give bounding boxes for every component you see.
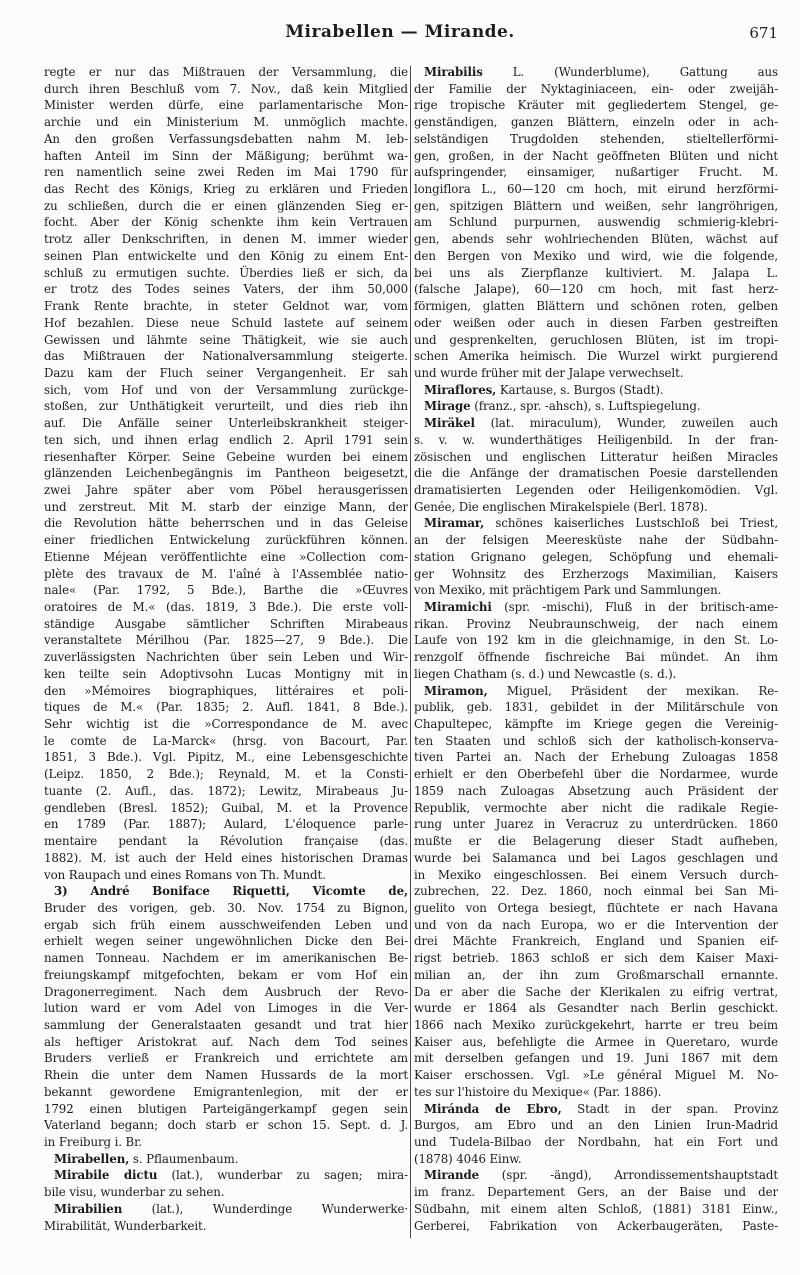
text-line: an der felsigen Meeresküste nahe der Südbahn- <box>414 533 778 548</box>
text-line <box>44 883 408 900</box>
text-line: den »Mémoires biographiques, littéraires et poli- <box>44 683 408 698</box>
text-line: Miramar, schönes kaiserliches Lustschloß bei Triest, <box>424 516 778 531</box>
entry-headword: Miramar, <box>424 516 485 531</box>
text-line: Miramichi (spr. -mischi), Fluß in der britisch-ame- <box>424 600 778 614</box>
text-line: lution ward er vom Adel von Limoges in die Ver- <box>44 1001 408 1016</box>
text-line: und von da nach Europa, wo er die Intervention der <box>414 917 778 932</box>
text-line: 1882). M. ist auch der Held eines historischen Dramas <box>44 850 408 865</box>
text-line: Mirabilien (lat.), Wunderdinge Wunderwerke· <box>54 1201 408 1216</box>
text-line: erhielt er den Oberbefehl über die Nordarmee, wurde <box>414 767 778 782</box>
text-line: wurde er 1864 als Gesandter nach Berlin geschickt. <box>414 1001 778 1016</box>
text-line: liegen Chatham (s. d.) und Newcastle (s. d.). <box>414 666 677 681</box>
text-line: en 1789 (Par. 1887); Aulard, L'éloquence parle- <box>44 817 408 832</box>
text-line: mit derselben gefangen und 19. Juni 1867 mit dem <box>414 1051 778 1066</box>
text-line: 1866 nach Mexiko zurückgekehrt, harrte er treu beim <box>414 1017 778 1032</box>
text-line: bile visu, wunderbar zu sehen. <box>44 1185 225 1200</box>
text-line: trotz aller Denkschriften, in denen M. immer wieder <box>44 232 408 247</box>
text-line: longiflora L., 60—120 cm hoch, mit eirund herzförmi- <box>414 182 778 197</box>
text-line: Da er aber die Sache der Klerikalen zu eifrig vertrat, <box>414 984 778 999</box>
text-line: Miránda de Ebro, Stadt in der span. Provinz <box>424 1101 778 1116</box>
entry-headword: Mirabilien <box>54 1201 123 1216</box>
text-line: 1792 einen blutigen Parteigängerkampf gegen sein <box>44 1101 408 1116</box>
text-line: renzgolf öffnende fischreiche Bai mündet. An ihm <box>414 650 778 665</box>
entry-headword: Mirabellen, <box>54 1151 130 1166</box>
entry-headword: Mirabile dictu <box>54 1168 158 1183</box>
column-divider-rule <box>410 66 411 1238</box>
text-line: zösischen und englischen Litteratur heißen Miracles <box>414 449 778 464</box>
text-line: aufspringender, einsamiger, nußartiger Frucht. M. <box>414 165 778 180</box>
text-line: und zerstreut. Mit M. starb der einzige Mann, der <box>44 499 408 514</box>
text-line: oratoires de M.« (das. 1819, 3 Bde.). Die erste voll- <box>44 600 408 614</box>
running-head <box>0 22 800 48</box>
text-line: Bruders verließ er Frankreich und errichtete am <box>44 1051 408 1066</box>
text-line: Gewissen und lähmte seine Thätigkeit, wie sie auch <box>44 332 408 347</box>
text-line: tes sur l'histoire du Mexique« (Par. 1886). <box>414 1084 662 1099</box>
text-line: Burgos, am Ebro und an den Linien Irun-Madrid <box>414 1118 778 1133</box>
entry-headword: Miraflores, <box>424 382 497 397</box>
text-line: er trotz des Todes seines Vaters, der ihm 50,000 <box>44 282 408 297</box>
text-line: gendleben (Bresl. 1852); Guibal, M. et la Provence <box>44 800 408 815</box>
text-line: Südbahn, mit einem alten Schloß, (1881) 3181 Einw., <box>414 1201 778 1216</box>
text-line: gen, abends sehr wohlriechenden Blüten, wächst auf <box>414 232 778 247</box>
text-line: tiven Partei an. Nach der Erhebung Zuloagas 1858 <box>414 750 778 765</box>
text-line: archie und ein Ministerium M. unmöglich machte. <box>44 115 408 130</box>
text-line: Vaterland begann; doch starb er schon 15. Sept. d. J. <box>44 1118 408 1133</box>
text-line: einer friedlichen Entwickelung zurückführen können. <box>44 533 408 548</box>
text-line: (1878) 4046 Einw. <box>414 1151 522 1166</box>
text-line: Miräkel (lat. miraculum), Wunder, zuweilen auch <box>424 416 778 431</box>
text-line: am Schlund purpurnen, auswendig schmierig-klebri- <box>414 215 778 230</box>
text-line: Kaiser aus, befehligte die Armee in Queretaro, wurde <box>414 1034 778 1049</box>
text-line: zuverlässigsten Nachrichten über sein Leben und Wir- <box>44 650 408 665</box>
text-line: freiungskampf mitgefochten, bekam er vom Hof ein <box>44 967 408 982</box>
right-column-text <box>414 64 778 1234</box>
text-line: regte er nur das Mißtrauen der Versammlung, die <box>44 65 408 79</box>
text-line: dramatisierten Legenden oder Heiligenkomödien. Vgl. <box>414 482 778 497</box>
text-line: und wurde früher mit der Jalape verwechselt. <box>414 365 684 380</box>
text-line: stoßen, zur Unthätigkeit verurteilt, und dies rieb ihn <box>44 399 408 414</box>
text-line: mußte er die Belagerung dieser Stadt aufheben, <box>414 834 778 849</box>
entry-headword: Mirage <box>424 399 471 414</box>
text-line: ergab sich früh einem ausschweifenden Leben und <box>44 917 408 932</box>
text-line: Genée, Die englischen Mirakelspiele (Berl. 1878). <box>414 499 708 514</box>
text-line: Rhein die unter dem Namen Hussards de la mort <box>44 1068 408 1083</box>
text-line: genständigen, ganzen Blättern, einzeln oder in ach- <box>414 115 778 130</box>
text-line: rigst betrieb. 1863 schloß er sich dem Kaiser Maxi- <box>414 951 778 966</box>
text-line: den Bergen von Mexiko und wird, wie die folgende, <box>414 248 778 263</box>
text-line: als heftiger Aristokrat auf. Nach dem Tod seines <box>44 1034 408 1049</box>
text-line: förmigen, glatten Blättern und schönen roten, gelben <box>414 299 778 314</box>
text-line: Mirabilität, Wunderbarkeit. <box>44 1218 207 1233</box>
text-line: Dragonerregiment. Nach dem Ausbruch der Revo- <box>44 984 408 999</box>
text-line: das Recht des Königs, Krieg zu erklären und Frieden <box>44 182 408 197</box>
text-line: in Mexiko eingeschlossen. Bei einem Versuch durch- <box>414 867 778 882</box>
text-line: sich, vom Hof und von der Versammlung zurückge- <box>44 382 408 397</box>
text-line: selständigen Trugdolden stehenden, stieltellerförmi- <box>414 131 778 146</box>
text-line: sammlung der Generalstaaten gesandt und trat hier <box>44 1017 408 1032</box>
text-line: rikan. Provinz Neubraunschweig, der nach einem <box>414 616 778 631</box>
text-line: s. v. w. wunderthätiges Heiligenbild. In der fran- <box>414 432 778 447</box>
text-line: (falsche Jalape), 60—120 cm hoch, mit fast herz- <box>414 282 778 297</box>
text-line: in Freiburg i. Br. <box>44 1135 143 1149</box>
text-line: rige tropische Kräuter mit gegliedertem Stengel, ge- <box>414 98 778 113</box>
text-line: le comte de La-Marck« (hrsg. von Bacourt, Par. <box>44 733 408 748</box>
text-line: haften Anteil im Sinn der Mäßigung; berühmt wa- <box>44 148 408 163</box>
text-line: von Raupach und eines Romans von Th. Mundt. <box>44 867 326 882</box>
text-line: Kaiser erschossen. Vgl. »Le général Miguel M. No- <box>414 1068 778 1083</box>
text-line: tiques de M.« (Par. 1835; 2. Aufl. 1841, 8 Bde.). <box>44 700 408 715</box>
text-line: ständige Ausgabe sämtlicher Schriften Mirabeaus <box>44 616 408 631</box>
text-line: guelito von Ortega besiegt, flüchtete er nach Havana <box>414 900 778 915</box>
text-line: ren namentlich seine zwei Reden im Mai 1790 für <box>44 165 408 180</box>
text-line: gen, großen, in der Nacht geöffneten Blüten und nicht <box>414 148 778 163</box>
text-line: zubrechen, 22. Dez. 1860, noch einmal bei San Mi- <box>414 884 778 899</box>
text-line: station Grignano gelegen, Schöpfung und ehemali- <box>414 549 778 564</box>
text-line: Sehr wichtig ist die »Correspondance de M. avec <box>44 717 408 732</box>
entry-headword: Miräkel <box>424 416 475 431</box>
text-line: publik, geb. 1831, gebildet in der Militärschule von <box>414 700 778 715</box>
text-line: Mirande (spr. -ängd), Arrondissementshauptstadt <box>424 1168 778 1183</box>
text-line: Frank Rente brachte, in steter Geldnot war, vom <box>44 299 408 314</box>
text-line: im franz. Departement Gers, an der Baise und der <box>414 1185 778 1200</box>
text-line: Etienne Méjean veröffentlichte eine »Collection com- <box>44 549 408 564</box>
text-line: Mirabile dictu (lat.), wunderbar zu sagen; mira- <box>54 1168 408 1183</box>
text-line: Republik, vermochte aber nicht die radikale Regie- <box>414 800 778 815</box>
text-line: zu schließen, durch die er einen glänzenden Sieg er- <box>44 198 408 213</box>
text-line: 1859 nach Zuloagas Absetzung auch Präsident der <box>414 783 778 798</box>
text-line: bei uns als Zierpflanze kultiviert. M. Jalapa L. <box>414 265 778 280</box>
text-line: Mirabilis L. (Wunderblume), Gattung aus <box>424 65 778 79</box>
text-line: und Tudela-Bilbao der Nordbahn, hat ein Fort und <box>414 1135 778 1149</box>
text-line: von Mexiko, mit prächtigem Park und Sammlungen. <box>414 583 722 598</box>
text-line: Minister werden dürfe, eine parlamentarische Mon- <box>44 98 408 113</box>
text-line: glänzenden Leichenbegängnis im Pantheon beigesetzt, <box>44 466 408 481</box>
text-line: schen Amerika heimisch. Die Wurzel wirkt purgierend <box>414 349 778 364</box>
text-line: nale« (Par. 1792, 5 Bde.), Barthe die »Œuvres <box>44 583 408 598</box>
text-line: Bruder des vorigen, geb. 30. Nov. 1754 zu Bignon, <box>44 900 408 915</box>
entry-headword: Mirabilis <box>424 65 483 79</box>
text-line: drei Mächte Frankreich, England und Spanien eif- <box>414 934 778 949</box>
text-line: auf. Die Anfälle seiner Unterleibskrankheit steiger- <box>44 416 408 431</box>
text-line: oder weißen oder auch in diesen Farben gestreiften <box>414 315 778 330</box>
text-line: ken teilte sein Adoptivsohn Lucas Montigny mit in <box>44 666 408 681</box>
text-line: Dazu kam der Fluch seiner Vergangenheit. Er sah <box>44 365 408 380</box>
text-line: namen Tonneau. Nachdem er im amerikanischen Be- <box>44 951 408 966</box>
text-line: die die Anfänge der dramatischen Poesie darstellenden <box>414 466 778 481</box>
text-line: das Mißtrauen der Nationalversammlung steigerte. <box>44 349 408 364</box>
entry-headword: Miránda de Ebro, <box>424 1101 562 1116</box>
entry-headword: Miramon, <box>424 683 488 698</box>
text-line: ger Wohnsitz des Erzherzogs Maximilian, Kaisers <box>414 566 778 581</box>
text-line: (Leipz. 1850, 2 Bde.); Reynald, M. et la Consti- <box>44 767 408 782</box>
text-line: erhielt wegen seiner ungewöhnlichen Dicke den Bei- <box>44 934 408 949</box>
text-line: Miraflores, Kartause, s. Burgos (Stadt). <box>424 382 664 397</box>
text-line: seinen Plan entwickelte und den König zu einem Ent- <box>44 248 408 263</box>
text-line: gen, spitzigen Blättern und weißen, sehr langröhrigen, <box>414 198 778 213</box>
text-line: ten Staaten und schloß sich der katholisch-konserva- <box>414 733 778 748</box>
text-line: tuante (2. Aufl., das. 1872); Lewitz, Mirabeaus Ju- <box>44 783 408 798</box>
left-column-text <box>44 64 408 1234</box>
entry-headword: Miramichi <box>424 600 492 614</box>
text-line: ten sich, und ihnen erlag endlich 2. April 1791 sein <box>44 432 408 447</box>
text-line: mentaire pendant la Révolution française (das. <box>44 834 408 849</box>
text-line: zwei Jahre später aber vom Pöbel herausgerissen <box>44 482 408 497</box>
entry-headword: Mirande <box>424 1168 480 1183</box>
text-line: veranstaltete Mérilhou (Par. 1825—27, 9 Bde.). Die <box>44 633 408 648</box>
text-line: Mirabellen, s. Pflaumenbaum. <box>54 1151 239 1166</box>
text-line: die Revolution hätte beherrschen und in das Geleise <box>44 516 408 531</box>
text-line: 1851, 3 Bde.). Vgl. Pipitz, M., eine Lebensgeschichte <box>44 750 408 765</box>
text-line: plète des travaux de M. l'aîné à l'Assemblée natio- <box>44 566 408 581</box>
text-line: focht. Aber der König schenkte ihm kein Vertrauen <box>44 215 408 230</box>
page-title: Mirabellen — Mirande. <box>285 22 515 42</box>
text-line: wurde bei Salamanca und bei Lagos geschlagen und <box>414 850 778 865</box>
entry-headword: 3) André Boniface Riquetti, Vicomte de, <box>54 884 408 899</box>
text-line: Hof bezahlen. Diese neue Schuld lastete auf seinem <box>44 315 408 330</box>
text-line: durch ihren Beschluß vom 7. Nov., daß kein Mitglied <box>44 81 408 96</box>
text-line: rung unter Juarez in Veracruz zu unterdrücken. 1860 <box>414 817 778 832</box>
page-number: 671 <box>749 24 778 42</box>
text-line: der Familie der Nyktaginiaceen, ein- oder zweijäh- <box>414 81 778 96</box>
text-line: und gesprenkelten, geruchlosen Blüten, ist im tropi- <box>414 332 778 347</box>
text-line: milian an, der ihn zum Großmarschall ernannte. <box>414 967 778 982</box>
text-line: schluß zu ermutigen suchte. Überdies ließ er sich, da <box>44 265 408 280</box>
text-line: bekannt gewordene Emigrantenlegion, mit der er <box>44 1084 408 1099</box>
text-line: An den großen Verfassungsdebatten nahm M. leb- <box>44 131 408 146</box>
text-line: Gerberei, Fabrikation von Ackerbaugeräten, Paste- <box>414 1218 778 1233</box>
text-line: Mirage (franz., spr. -ahsch), s. Luftspiegelung. <box>424 399 701 414</box>
text-line: Miramon, Miguel, Präsident der mexikan. Re- <box>424 683 778 698</box>
text-line: Chapultepec, kämpfte im Kriege gegen die Vereinig- <box>414 717 778 732</box>
text-line: Laufe von 192 km in die gleichnamige, in den St. Lo- <box>414 633 778 648</box>
text-line: riesenhafter Körper. Seine Gebeine wurden bei einem <box>44 449 408 464</box>
